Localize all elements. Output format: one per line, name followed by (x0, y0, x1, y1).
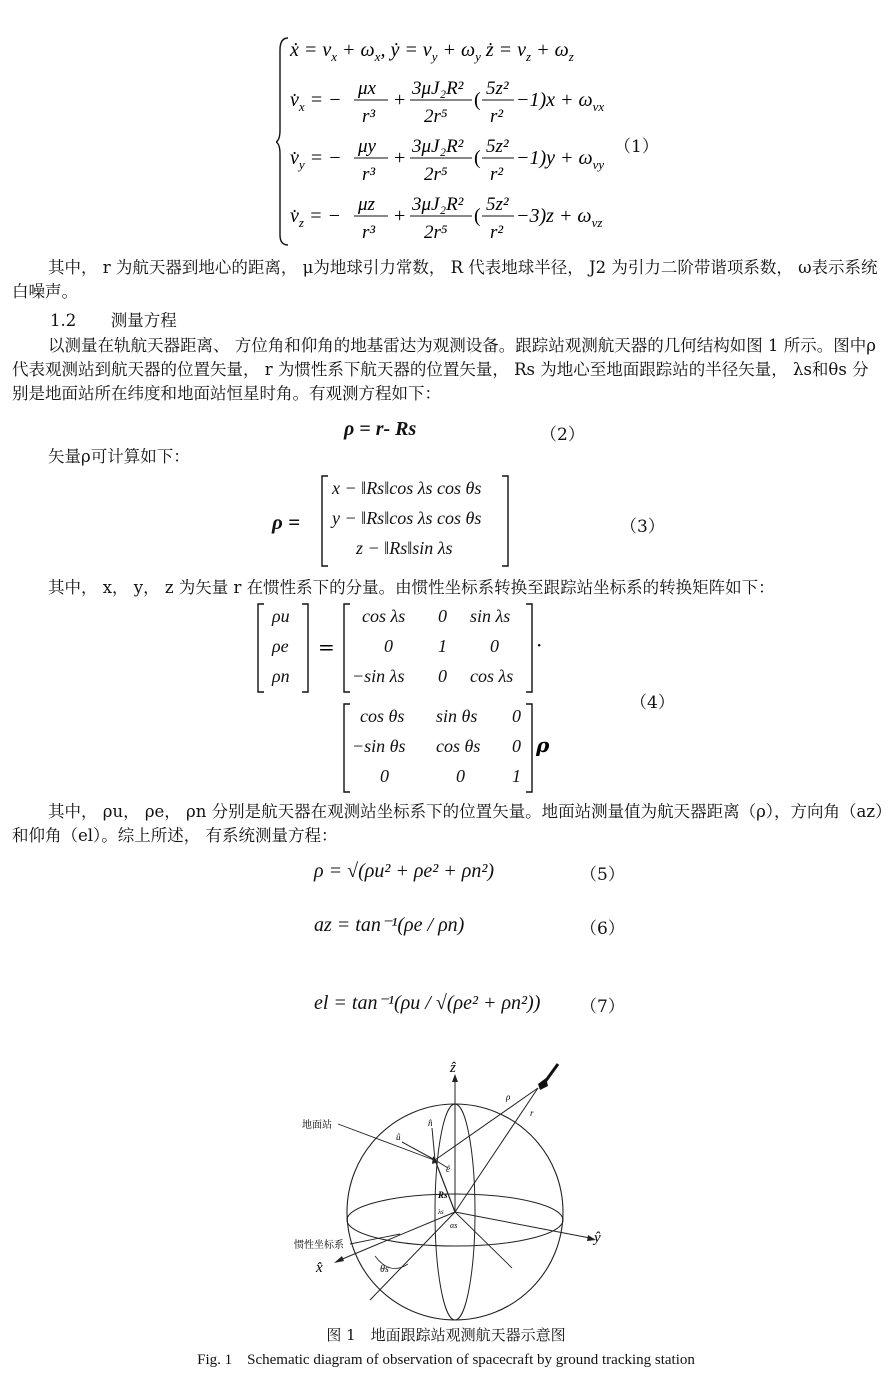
equation-3-number: （3） (620, 517, 665, 537)
eq4-m2-r1c1: cos θs (360, 706, 405, 726)
paragraph-1: 其中， r 为航天器到地心的距离， μ为地球引力常数， R 代表地球半径， J2 为引力二阶带谐项系数， ω表示系统白噪声。 (12, 258, 878, 301)
paragraph-2: 以测量在轨航天器距离、 方位角和仰角的地基雷达为观测设备。跟踪站观测航天器的几何结构如图 1 所示。图中ρ代表观测站到航天器的位置矢量， r 为惯性系下航天器的位置矢量， Rs 为地心至地面跟踪站的半径矢量， λs和θs 分别是地面站所在纬度和地面站恒星时角。有观测方程如下： (12, 336, 876, 403)
fig-label-theta: θs (380, 1264, 389, 1275)
eq4-m1-r3c2: 0 (438, 666, 447, 686)
eq4-m1-r3c1: −sin λs (352, 666, 405, 686)
fig-label-z: ẑ (450, 1060, 456, 1076)
eq4-m1-r1c3: sin λs (470, 606, 511, 626)
eq4-m2-r2c2: cos θs (436, 736, 481, 756)
eq4-vec-e: ρe (272, 636, 289, 656)
equation-7: el = tan⁻¹(ρu / √(ρe² + ρn²)) (314, 992, 541, 1014)
paragraph-3: 矢量ρ可计算如下： (48, 447, 190, 466)
svg-text:=: = (318, 635, 335, 659)
eq4-m2-r3c3: 1 (512, 766, 521, 786)
fig-label-r: r (530, 1108, 534, 1118)
equation-7-number: （7） (580, 997, 625, 1017)
svg-text:ρ: ρ (536, 733, 550, 757)
equation-4-brackets (256, 600, 556, 796)
figure-caption-en: Fig. 1 Schematic diagram of observation of spacecraft by ground tracking station (197, 1352, 695, 1368)
svg-text:μz: μz (358, 194, 375, 215)
section-number: 1.2 (50, 311, 77, 330)
eq4-m2-r2c1: −sin θs (352, 736, 406, 756)
equation-5: ρ = √(ρu² + ρe² + ρn²) (314, 860, 495, 882)
equation-2: ρ = r- Rs (344, 418, 417, 440)
fig-label-y: ŷ (594, 1230, 601, 1246)
equation-6: az = tan⁻¹(ρe / ρn) (314, 914, 465, 936)
equation-3-row-2: y − ‖Rs‖cos λs cos θs (332, 508, 482, 528)
svg-text:v̇x = −: $v̇_x$ = − (290, 89, 342, 114)
spacecraft-icon (538, 1064, 558, 1090)
fig-label-u: û (396, 1132, 401, 1142)
equation-3-row-1: x − ‖Rs‖cos λs cos θs (332, 478, 482, 498)
fig-label-inertial: 惯性坐标系 (294, 1240, 344, 1251)
svg-text:−3)z + ωvz: $-3)z + \omega_{vz}$ (516, 205, 603, 230)
svg-text:r²: r² (490, 222, 504, 243)
section-title: 测量方程 (110, 311, 177, 330)
svg-text:5z²: 5z² (486, 136, 509, 157)
equation-1-text (0, 0, 1, 1)
svg-text:+: + (394, 205, 406, 227)
svg-text:2r⁵: 2r⁵ (424, 164, 448, 185)
svg-text:μy: μy (358, 136, 376, 157)
svg-text:r³: r³ (362, 222, 376, 243)
equation-1-number: （1） (614, 137, 659, 157)
svg-text:μx: μx (358, 78, 376, 99)
equation-4 (256, 600, 556, 796)
fig-label-x: x̂ (316, 1260, 323, 1276)
eq4-m2-r3c1: 0 (380, 766, 389, 786)
fig-label-n: n̂ (428, 1118, 433, 1128)
equation-3-lhs: ρ = (272, 510, 301, 534)
eq4-m1-r2c1: 0 (384, 636, 393, 656)
eq4-m1-r1c2: 0 (438, 606, 447, 626)
equation-4-number: （4） (630, 693, 675, 713)
svg-text:3μJ₂R²: 3μJ₂R² (412, 194, 464, 215)
figure-caption-cn: 图 1 地面跟踪站观测航天器示意图 (326, 1326, 566, 1344)
svg-text:−1)y + ωvy: $-1)y + \omega_{vy}$ (516, 147, 605, 172)
eq4-m2-r1c2: sin θs (436, 706, 478, 726)
svg-text:r²: r² (490, 164, 504, 185)
svg-text:ẋ = vx + ωx, ẏ = vy + ωy ż: ẋ = $v_x + \omega_x$, ẏ = $v_y + \omega_y$ ż = $v_z + \omega_z$ (290, 39, 574, 64)
equation-3-matrix (320, 474, 510, 568)
svg-text:·: · (536, 633, 543, 657)
eq4-m1-r3c3: cos λs (470, 666, 514, 686)
equation-2-number: （2） (540, 425, 585, 445)
svg-text:r²: r² (490, 106, 504, 127)
equation-5-number: （5） (580, 865, 625, 885)
paragraph-5: 其中， ρu， ρe， ρn 分别是航天器在观测站坐标系下的位置矢量。地面站测量值为航天器距离（ρ），方向角（az）和仰角（el）。综上所述， 有系统测量方程： (12, 802, 884, 845)
fig-label-Rs: Rs (438, 1190, 448, 1200)
eq4-m2-r1c3: 0 (512, 706, 521, 726)
svg-text:v̇z = −: $v̇_z$ = − (290, 205, 341, 230)
svg-text:2r⁵: 2r⁵ (424, 106, 448, 127)
equation-3-row-3: z − ‖Rs‖sin λs (356, 538, 453, 558)
equation-6-number: （6） (580, 919, 625, 939)
paragraph-4: 其中， x， y， z 为矢量 r 在惯性系下的分量。由惯性坐标系转换至跟踪站坐标系的转换矩阵如下： (48, 578, 775, 597)
svg-text:−1)x + ωvx: $-1)x + \omega_{vx}$ (516, 89, 605, 114)
fig-label-station: 地面站 (302, 1120, 332, 1131)
figure-1-diagram (280, 1060, 620, 1322)
svg-text:5z²: 5z² (486, 194, 509, 215)
eq4-m2-r3c2: 0 (456, 766, 465, 786)
fig-label-alpha: αs (450, 1221, 458, 1230)
eq1-line1 (0, 0, 1, 1)
eq4-vec-n: ρn (272, 666, 290, 686)
svg-text:3μJ₂R²: 3μJ₂R² (412, 78, 464, 99)
svg-text:+: + (394, 89, 406, 111)
fig-label-rho: ρ (506, 1092, 511, 1102)
svg-text:+: + (394, 147, 406, 169)
eq4-m2-r2c3: 0 (512, 736, 521, 756)
svg-text:(: ( (474, 89, 481, 111)
svg-text:5z²: 5z² (486, 78, 509, 99)
svg-text:r³: r³ (362, 164, 376, 185)
eq4-m1-r1c1: cos λs (362, 606, 406, 626)
svg-text:(: ( (474, 147, 481, 169)
eq4-m1-r2c3: 0 (490, 636, 499, 656)
fig-label-e: ê (446, 1164, 450, 1174)
svg-text:v̇y = −: $v̇_y$ = − (290, 147, 342, 172)
eq4-vec-u: ρu (272, 606, 290, 626)
figure-1 (280, 1060, 620, 1322)
eq4-m1-r2c2: 1 (438, 636, 447, 656)
svg-text:r³: r³ (362, 106, 376, 127)
svg-text:(: ( (474, 205, 481, 227)
svg-text:2r⁵: 2r⁵ (424, 222, 448, 243)
fig-label-lambda: λs (438, 1208, 444, 1216)
svg-text:3μJ₂R²: 3μJ₂R² (412, 136, 464, 157)
section-heading (50, 309, 177, 333)
